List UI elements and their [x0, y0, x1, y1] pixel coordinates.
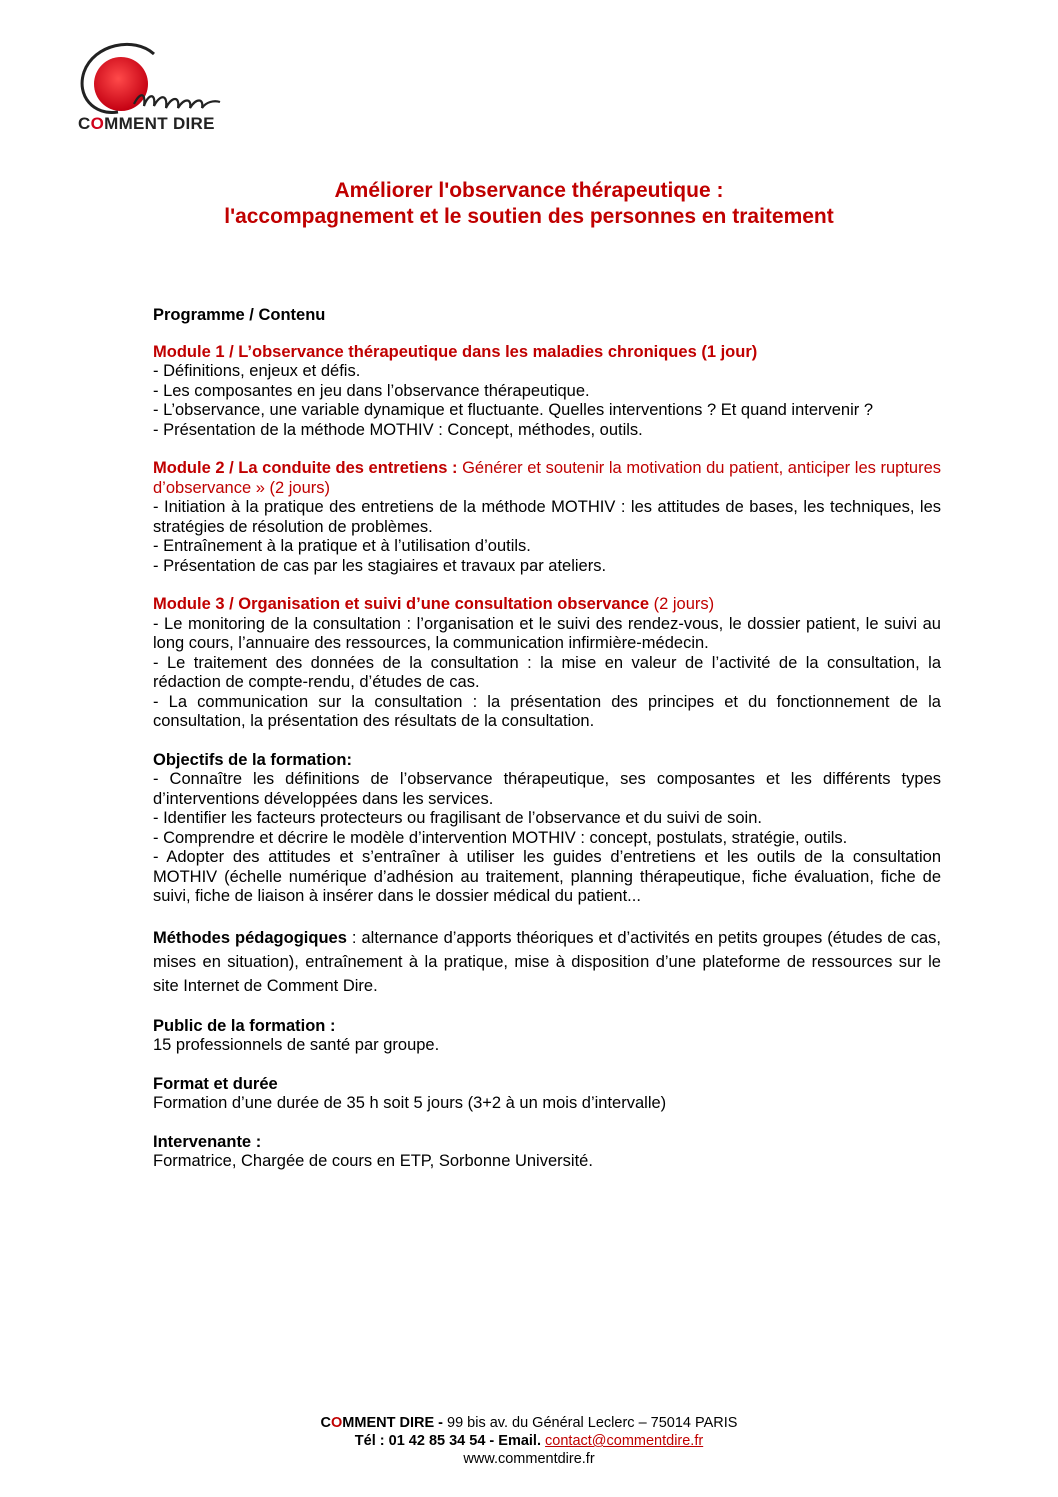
email-link[interactable]: contact@commentdire.fr [545, 1433, 704, 1449]
module-1-item: - Présentation de la méthode MOTHIV : Concept, méthodes, outils. [153, 420, 643, 439]
logo-wordmark: COMMENT DIRE [78, 114, 215, 133]
intervenante-text: Formatrice, Chargée de cours en ETP, Sorbonne Université. [153, 1152, 593, 1170]
format-heading: Format et durée [153, 1074, 278, 1093]
module-3-item: - La communication sur la consultation : la présentation des principes et du fonctionnement de la consultation, la présentation des résultats de la consultation. [153, 692, 941, 730]
footer-contact-line: Tél : 01 42 85 34 54 - Email. contact@commentdire.fr [354, 1433, 704, 1449]
module-2-item: - Entraînement à la pratique et à l’utilisation d’outils. [153, 537, 531, 555]
footer-address-line: COMMENT DIRE - 99 bis av. du Général Leclerc – 75014 PARIS [320, 1415, 738, 1431]
module-1-item: - L’observance, une variable dynamique et fluctuante. Quelles interventions ? Et quand intervenir ? [153, 401, 874, 419]
methodes-paragraph: Méthodes pédagogiques : alternance d’apports théoriques et d’activités en petits groupes (études de cas, mises en situation), entraînement à la pratique, mise à disposition d’une plateforme de ressources sur le site Internet de Comment Dire. [153, 928, 941, 995]
objectifs-item: - Comprendre et décrire le modèle d’intervention MOTHIV : concept, postulats, stratégie, outils. [153, 828, 848, 847]
format-text: Formation d’une durée de 35 h soit 5 jours (3+2 à un mois d’intervalle) [153, 1094, 667, 1112]
module-3-heading: Module 3 / Organisation et suivi d’une consultation observance (2 jours) [153, 595, 715, 613]
page-footer [0, 1414, 1058, 1468]
module-1-heading: Module 1 / L’observance thérapeutique dans les maladies chroniques (1 jour) [153, 342, 758, 361]
public-text: 15 professionnels de santé par groupe. [153, 1036, 440, 1054]
objectifs-item: - Connaître les définitions de l’observance thérapeutique, ses composantes et les différents types d’interventions développées dans les services. [153, 770, 941, 808]
module-3-item: - Le traitement des données de la consultation : la mise en valeur de l’activité de la consultation, la rédaction de compte-rendu, d’études de cas. [153, 653, 941, 691]
document-body [153, 306, 941, 1172]
public-heading: Public de la formation : [153, 1016, 336, 1035]
title-line-1: Améliorer l'observance thérapeutique : [334, 179, 724, 202]
programme-heading: Programme / Contenu [153, 306, 326, 324]
intervenante-heading: Intervenante : [153, 1132, 262, 1151]
module-2-heading: Module 2 / La conduite des entretiens : Générer et soutenir la motivation du patient, anticiper les ruptures d’observance » (2 jours) [153, 459, 941, 497]
title-line-2: l'accompagnement et le soutien des personnes en traitement [224, 205, 834, 228]
objectifs-item: - Identifier les facteurs protecteurs ou fragilisant de l’observance et du suivi de soin. [153, 809, 762, 827]
objectifs-heading: Objectifs de la formation: [153, 750, 352, 769]
objectifs-item: - Adopter des attitudes et s’entraîner à utiliser les guides d’entretiens et les outils de la consultation MOTHIV (échelle numérique d’adhésion au traitement, planning thérapeutique, fiche évaluation, fiche de suivi, fiche de liaison à insérer dans le dossier médical du patient... [153, 848, 941, 905]
module-1-item: - Définitions, enjeux et défis. [153, 362, 361, 380]
module-3-item: - Le monitoring de la consultation : l’organisation et le suivi des rendez-vous, le dossier patient, le suivi au long cours, l’annuaire des ressources, la communication infirmière-médecin. [153, 614, 941, 652]
module-2-item: - Présentation de cas par les stagiaires et travaux par ateliers. [153, 556, 607, 575]
document-title [0, 178, 1058, 230]
module-1-item: - Les composantes en jeu dans l’observance thérapeutique. [153, 381, 590, 400]
module-2-item: - Initiation à la pratique des entretiens de la méthode MOTHIV : les attitudes de bases, les techniques, les stratégies de résolution de problèmes. [153, 498, 941, 536]
footer-website[interactable]: www.commentdire.fr [463, 1451, 595, 1467]
